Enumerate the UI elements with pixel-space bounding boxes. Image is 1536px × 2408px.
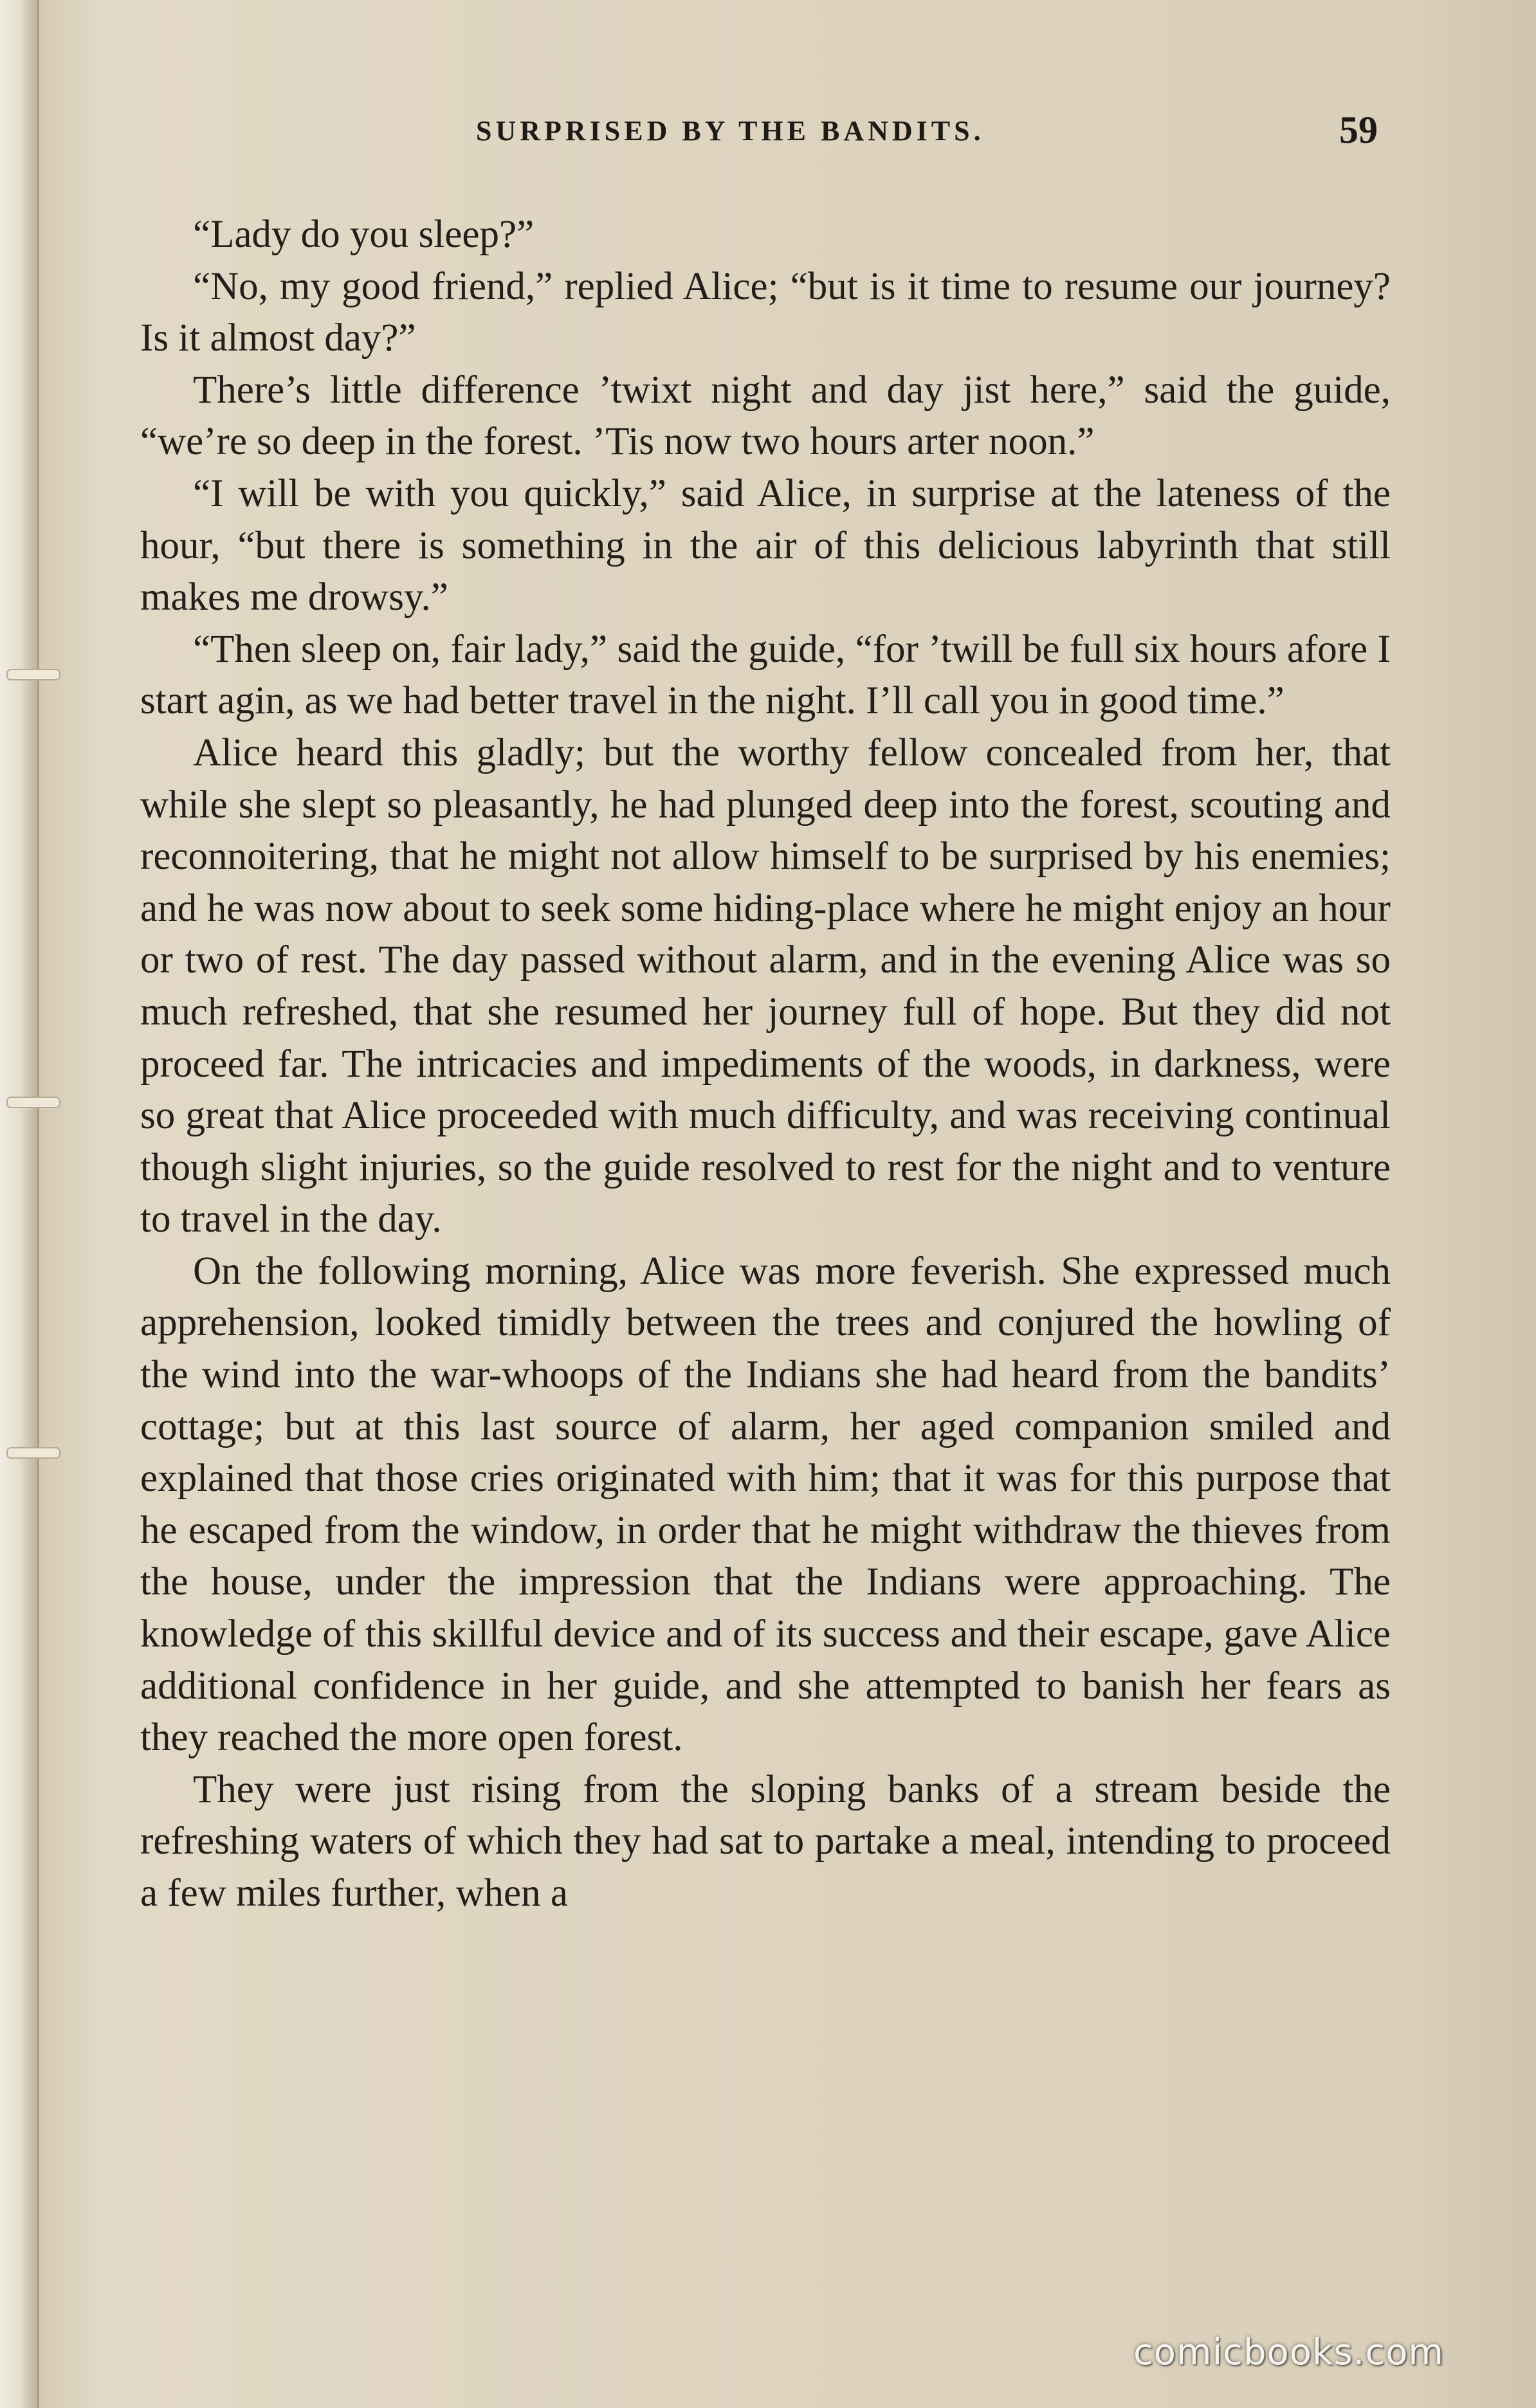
- binding-stitch: [6, 1097, 60, 1108]
- paragraph: “No, my good friend,” replied Alice; “but is it time to resume our journey? Is it almost day?”: [140, 264, 1391, 360]
- binding-stitch: [6, 1447, 60, 1459]
- site-watermark: comicbooks.com: [1133, 2331, 1445, 2373]
- running-head: SURPRISED BY THE BANDITS.: [476, 115, 985, 147]
- body-text: [140, 209, 1391, 1920]
- paragraph: Alice heard this gladly; but the worthy fellow concealed from her, that while she slept so pleasantly, he had plunged deep into the forest, scouting and reconnoitering, that he might not allow himself to be surprised by his enemies; and he was now about to seek some hiding-place where he might enjoy an hour or two of rest. The day passed without alarm, and in the evening Alice was so much refreshed, that she resumed her journey full of hope. But they did not proceed far. The intricacies and impediments of the woods, in darkness, were so great that Alice proceeded with much difficulty, and was receiving continual though slight injuries, so the guide resolved to rest for the night and to venture to travel in the day.: [140, 731, 1391, 1241]
- paragraph: “Lady do you sleep?”: [193, 213, 535, 256]
- paragraph: There’s little difference ’twixt night and day jist here,” said the guide, “we’re so deep in the forest. ’Tis now two hours arter noon.”: [140, 368, 1391, 464]
- paragraph: They were just rising from the sloping banks of a stream beside the refreshing waters of which they had sat to partake a meal, intending to proceed a few miles further, when a: [140, 1767, 1391, 1915]
- paragraph: On the following morning, Alice was more feverish. She expressed much apprehension, looked timidly between the trees and conjured the howling of the wind into the war-whoops of the Indians she had heard from the bandits’ cottage; but at this last source of alarm, her aged companion smiled and explained that those cries originated with him; that it was for this purpose that he escaped from the window, in order that he might withdraw the thieves from the house, under the impression that the Indians were approaching. The knowledge of this skillful device and of its success and their escape, gave Alice additional confidence in her guide, and she attempted to banish her fears as they reached the more open forest.: [140, 1249, 1391, 1760]
- page-number: 59: [1339, 109, 1378, 151]
- page-binding-edge: [0, 0, 39, 2408]
- binding-stitch: [6, 669, 60, 680]
- paragraph: “I will be with you quickly,” said Alice, in surprise at the lateness of the hour, “but there is something in the air of this delicious labyrinth that still makes me drowsy.”: [140, 471, 1391, 619]
- paragraph: “Then sleep on, fair lady,” said the guide, “for ’twill be full six hours afore I start agin, as we had better travel in the night. I’ll call you in good time.”: [140, 627, 1391, 723]
